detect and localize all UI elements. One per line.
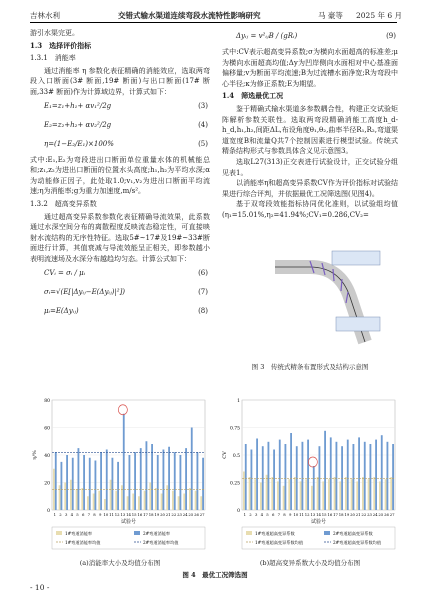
x-tick-label: 15 — [131, 512, 137, 517]
page-number: - 10 - — [30, 583, 50, 592]
bar — [351, 479, 353, 510]
issue-date: 2025 年 6 月 — [356, 11, 403, 20]
bar — [129, 455, 131, 510]
x-tick-label: 13 — [310, 512, 316, 517]
running-title: 交错式输水渠道连续弯段水流特性影响研究 — [118, 11, 261, 20]
x-tick-label: 18 — [148, 512, 154, 517]
bar — [98, 491, 100, 510]
equation-5: η=(1−E₂/E₁)×100% (5) — [44, 139, 208, 148]
bar — [55, 452, 57, 510]
bar — [313, 466, 315, 510]
bar — [324, 431, 326, 510]
x-tick-label: 1 — [243, 512, 247, 517]
bar — [151, 444, 153, 510]
x-tick-label: 25 — [188, 512, 194, 517]
x-tick-label: 17 — [333, 512, 338, 517]
x-tick-label: 26 — [384, 512, 389, 517]
subsection-heading: 1.3.1 消能率 — [30, 54, 76, 63]
bar — [66, 455, 68, 510]
bar — [345, 477, 347, 510]
legend-swatch — [324, 531, 330, 535]
bar — [347, 440, 349, 510]
bar — [379, 481, 381, 510]
y-tick-label: 0.25 — [229, 481, 240, 487]
x-tick-label: 27 — [199, 512, 205, 517]
bar — [95, 461, 97, 511]
bar — [144, 491, 146, 510]
bar — [358, 437, 360, 510]
paragraph: 式中:E₁,E₂为弯段进出口断面单位重量水体的机械能总和;z₁,z₂为进出口断面的位置水头高度;h₁,h₂为平均水深;α为动能修正因子，此处取1.0;v₁,v₂为进出口断面平均流速;η为消能率;g为重力加速度,m/s²。 — [30, 155, 210, 196]
bar — [260, 483, 262, 511]
bar — [256, 439, 258, 511]
bar — [89, 458, 91, 510]
bar — [132, 494, 134, 511]
x-tick-label: 23 — [177, 512, 182, 517]
author: 马 豪等 — [318, 11, 343, 20]
paragraph: 以消能率η和超高变异系数CV作为评价指标对试验结果进行综合评判，并依据最优工况筛选图(见图4)。 — [222, 179, 398, 198]
figure-3-schematic — [270, 247, 385, 357]
y-tick-label: 80 — [44, 399, 50, 404]
bar — [334, 477, 336, 510]
x-tick-label: 27 — [389, 512, 395, 517]
x-tick-label: 10 — [293, 512, 299, 517]
x-tick-label: 11 — [109, 512, 114, 517]
chart-energy-dissipation — [30, 392, 210, 565]
bar — [249, 477, 251, 510]
legend-swatch — [246, 531, 252, 535]
bar — [322, 481, 324, 510]
bar — [78, 448, 80, 510]
x-tick-label: 3 — [254, 512, 258, 517]
bar — [83, 455, 85, 510]
bar — [251, 450, 253, 511]
x-tick-label: 24 — [182, 512, 188, 517]
bar — [273, 450, 275, 511]
page-header — [0, 0, 427, 24]
legend-swatch — [134, 531, 140, 535]
x-tick-label: 4 — [70, 512, 74, 517]
x-tick-label: 19 — [154, 512, 160, 517]
bar — [254, 479, 256, 510]
bar — [155, 488, 157, 510]
bar — [317, 477, 319, 510]
paragraph: 通过超高变异系数参数化表征精确导流效果，此系数通过水深空间分布的离散程度反映流态稳定性，可直接映射水流结构的无序性特征。选取5#~17#及19#~33#断面进行计算，其值衰减与导流效能呈正相关，即参数越小表明流速场及水深分布越趋均匀态。计算公式如下： — [30, 212, 210, 263]
paragraph: 选取L27(313)正交表进行试验设计，正交试验分组见表1。 — [222, 157, 398, 177]
bar — [390, 477, 392, 510]
legend-label: 2#弯道超高变异系数 — [333, 531, 373, 536]
bar — [87, 496, 89, 510]
bar — [385, 479, 387, 510]
y-tick-label: 0 — [47, 509, 50, 514]
x-tick-label: 16 — [137, 512, 143, 517]
section-heading: 1.4 筛选最优工况 — [222, 91, 284, 101]
bar — [305, 479, 307, 510]
bar — [149, 483, 151, 511]
bar — [362, 477, 364, 510]
bar — [375, 440, 377, 510]
legend-label: 2#弯道消能率 — [143, 531, 171, 536]
bar — [174, 452, 176, 510]
bar — [121, 485, 123, 510]
x-tick-label: 20 — [160, 512, 165, 517]
bar — [163, 450, 165, 511]
x-tick-label: 12 — [304, 512, 310, 517]
bar — [296, 446, 298, 510]
figure-3-caption: 图 3 传统式精条布置形式及结构示意图 — [251, 363, 369, 371]
bar — [172, 491, 174, 510]
bar — [202, 458, 204, 510]
legend-label: 2#弯道超高变异系数均值 — [333, 540, 382, 545]
bar — [283, 486, 285, 510]
x-tick-label: 5 — [76, 512, 79, 517]
bar — [115, 491, 117, 510]
x-tick-label: 8 — [283, 512, 286, 517]
bar — [319, 446, 321, 510]
y-tick-label: 1 — [237, 399, 240, 404]
bar — [370, 444, 372, 510]
bar — [76, 489, 78, 510]
equation-9: Δyᵢⱼ = v²ᵢⱼB / (gRᵢ) (9) — [236, 32, 396, 40]
x-tick-label: 9 — [288, 512, 292, 517]
x-tick-label: 22 — [171, 512, 177, 517]
x-tick-label: 20 — [350, 512, 355, 517]
section-heading: 1.3 选择评价指标 — [30, 40, 92, 50]
y-axis-label: η/% — [32, 450, 38, 460]
bar — [64, 483, 66, 511]
legend-label: 1#弯道消能率均值 — [65, 540, 101, 545]
left-column — [30, 28, 210, 322]
bar — [191, 428, 193, 511]
bar — [339, 481, 341, 510]
bar — [138, 496, 140, 510]
bar — [183, 494, 185, 511]
bar — [302, 442, 304, 510]
bar — [104, 499, 106, 510]
paragraph: 通过消能率 η 参数化表征精确的消能效应，选取两弯段入口断面(3# 断面,19# 断面)与出口断面(17# 断面,33# 断面)作为计算域边界，计算式如下： — [30, 66, 210, 96]
bar — [290, 433, 292, 510]
paragraph: 式中:CV表示超高变异系数;σ为横向水面超高的标准差;μ为横向水面超高均值;Δy为凹岸侧向水面相对中心基准面偏移量;v为断面平均流速;B为过流槽水面净宽;R为弯段中心半径;κ为修正系数;E为期望。 — [222, 48, 398, 88]
bar — [381, 435, 383, 510]
x-tick-label: 2 — [249, 512, 252, 517]
bar — [127, 496, 129, 510]
bar — [288, 479, 290, 510]
y-tick-label: 40 — [44, 454, 50, 459]
x-tick-label: 6 — [271, 512, 275, 517]
x-tick-label: 21 — [355, 512, 361, 517]
x-tick-label: 15 — [321, 512, 327, 517]
bar — [117, 462, 119, 510]
bar — [266, 475, 268, 510]
y-tick-label: 0 — [237, 509, 240, 514]
bar — [307, 440, 309, 510]
bar — [330, 437, 332, 510]
x-tick-label: 26 — [194, 512, 199, 517]
bar — [161, 494, 163, 511]
x-tick-label: 21 — [165, 512, 171, 517]
y-axis-label: CV — [222, 451, 228, 459]
bar — [195, 491, 197, 510]
bar — [328, 479, 330, 510]
x-tick-label: 25 — [378, 512, 384, 517]
paragraph: 鉴于精确式输水渠道多参数耦合性，构建正交试验矩阵解析参数关联性。选取两弯段精确消能工高度h_d-h_d,h₁,h₂,间距ΔL,布设角度θ₁,θ₂,曲率半径R₁,R₂,弯道渠道宽度B和流量Q共7个控制因素进行模型试验。传统式精条结构形式与参数具体含义见示意图3。 — [222, 104, 398, 156]
x-tick-label: 23 — [367, 512, 372, 517]
x-tick-label: 8 — [93, 512, 96, 517]
x-tick-label: 7 — [87, 512, 91, 517]
y-tick-label: 60 — [44, 426, 50, 432]
y-tick-label: 20 — [44, 481, 50, 487]
bar — [112, 458, 114, 510]
x-tick-label: 7 — [277, 512, 281, 517]
x-tick-label: 5 — [266, 512, 269, 517]
bar — [356, 481, 358, 510]
bar — [294, 477, 296, 510]
bar — [100, 452, 102, 510]
bar — [81, 488, 83, 510]
bar — [189, 488, 191, 510]
legend-label: 1#弯道超高变异系数 — [255, 531, 295, 536]
bar — [336, 442, 338, 510]
bar — [268, 442, 270, 510]
bar — [123, 414, 125, 510]
bar — [180, 455, 182, 510]
bar — [200, 496, 202, 510]
x-tick-label: 4 — [260, 512, 264, 517]
bar — [387, 442, 389, 510]
journal-name: 吉林水利 — [30, 11, 60, 20]
legend-swatch — [56, 531, 62, 535]
bar — [262, 446, 264, 510]
equation-4: E₂=z₂+h₂+ αv₂²/2g (4) — [44, 120, 208, 129]
figure-4-caption: 图 4 最优工况筛选图 — [182, 571, 248, 579]
bar — [300, 481, 302, 510]
equation-7: σᵢ=√(E[|Δyᵢⱼ−E(Δyᵢⱼ)|²]) (7) — [44, 287, 208, 296]
bar — [178, 496, 180, 510]
bar — [61, 462, 63, 510]
bar — [70, 480, 72, 510]
x-tick-label: 10 — [103, 512, 109, 517]
bar — [392, 444, 394, 510]
chart-cv — [220, 392, 400, 565]
x-tick-label: 17 — [143, 512, 148, 517]
figure-4b-caption: (b)超高变异系数大小及均值分布图 — [259, 559, 361, 567]
bar — [157, 455, 159, 510]
x-tick-label: 2 — [59, 512, 62, 517]
x-tick-label: 16 — [327, 512, 333, 517]
bar — [279, 440, 281, 510]
bar — [93, 494, 95, 511]
paragraph: 游引水渠完更。 — [30, 29, 79, 37]
x-tick-label: 3 — [64, 512, 68, 517]
bar — [146, 441, 148, 510]
bar — [285, 444, 287, 510]
bar — [364, 442, 366, 510]
bar — [72, 458, 74, 510]
equation-3: E₁=z₁+h₁+ αv₁²/2g (3) — [44, 101, 208, 110]
bar — [166, 485, 168, 510]
subsection-heading: 1.3.2 超高变异系数 — [30, 199, 97, 208]
y-tick-label: 0.75 — [229, 426, 240, 432]
bar — [134, 452, 136, 510]
legend-label: 1#弯道超高变异系数均值 — [255, 540, 304, 545]
bar — [277, 481, 279, 510]
x-tick-label: 9 — [98, 512, 102, 517]
equation-6: CVᵢ = σᵢ / μᵢ (6) — [44, 268, 208, 277]
legend-label: 1#弯道消能率 — [65, 531, 93, 536]
bar — [168, 447, 170, 510]
x-tick-label: 6 — [81, 512, 85, 517]
bar — [110, 480, 112, 510]
x-tick-label: 11 — [299, 512, 304, 517]
bar — [368, 479, 370, 510]
legend-label: 2#弯道消能率均值 — [143, 540, 179, 545]
x-tick-label: 12 — [114, 512, 120, 517]
x-tick-label: 1 — [53, 512, 57, 517]
x-tick-label: 14 — [126, 512, 131, 517]
header-rule — [30, 22, 397, 23]
paragraph: 基于双弯段效能指标协同优化准则，以试验组均值(η₁=15.01%,η₂=41.94%;CV₁=0.286,CV₂= — [222, 200, 398, 219]
bar — [311, 486, 313, 510]
x-axis-label: 试验号 — [120, 519, 137, 525]
equation-8: μᵢ=E(Δyᵢⱼ) (8) — [44, 306, 208, 315]
bar — [245, 444, 247, 510]
x-tick-label: 19 — [344, 512, 350, 517]
bar — [185, 448, 187, 510]
bar — [341, 446, 343, 510]
bar — [140, 448, 142, 510]
bar — [373, 477, 375, 510]
bar — [243, 472, 245, 511]
x-tick-label: 14 — [316, 512, 321, 517]
x-tick-label: 22 — [361, 512, 367, 517]
right-column — [222, 28, 398, 221]
bar — [271, 477, 273, 510]
x-tick-label: 13 — [120, 512, 126, 517]
bar — [106, 450, 108, 511]
x-tick-label: 18 — [338, 512, 344, 517]
y-tick-label: 0.5 — [232, 454, 240, 459]
bar — [59, 485, 61, 510]
bar — [353, 444, 355, 510]
x-tick-label: 24 — [372, 512, 378, 517]
x-axis-label: 试验号 — [310, 519, 327, 525]
bar — [197, 452, 199, 510]
figure-4a-caption: (a)消能率大小及均值分布图 — [79, 559, 161, 567]
